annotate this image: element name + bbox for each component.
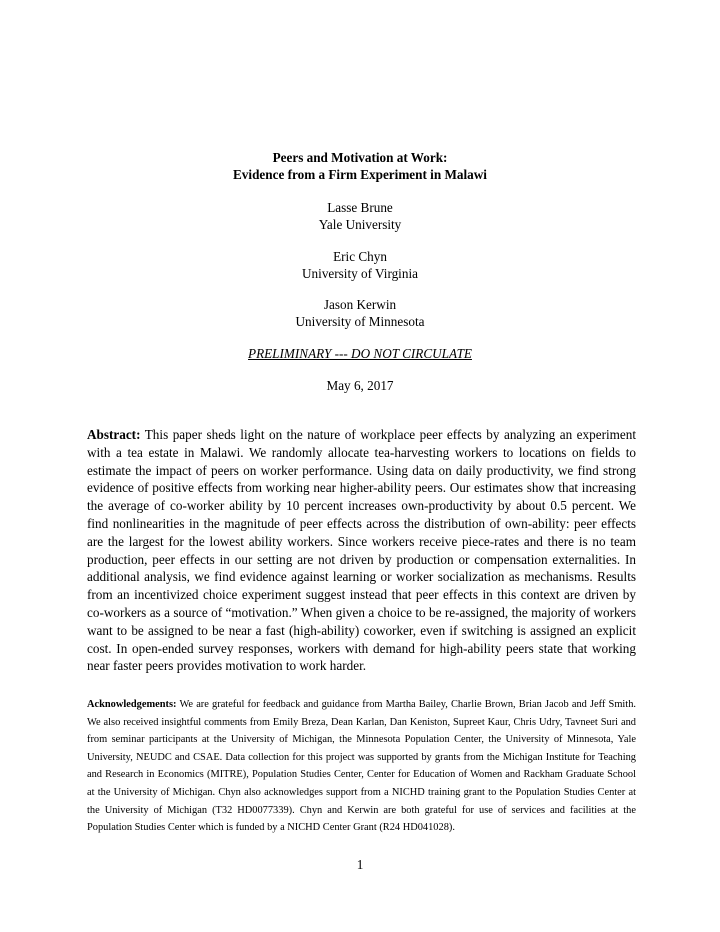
author-name: Lasse Brune	[327, 200, 393, 215]
acknowledgements-text: We are grateful for feedback and guidance from Martha Bailey, Charlie Brown, Brian Jacob and Jeff Smith. We also received insightful comments from Emily Breza, Dean Karlan, Dan Keniston, Supreet Kaur, Chris Udry, Tavneet Suri and from seminar participants at the University of Michigan, the Minnesota Population Center, the University of Minnesota, Yale University, NEUDC and CSAE. Data collection for this project was supported by grants from the Michigan Institute for Teaching and Research in Economics (MITRE), Population Studies Center, Center for Education of Women and Rackham Graduate School at the University of Michigan. Chyn also acknowledges support from a NICHD training grant to the Population Studies Center at the University of Michigan (T32 HD0077339). Chyn and Kerwin are both grateful for use of services and facilities at the Population Studies Center which is funded by a NICHD Center Grant (R24 HD041028).	[87, 699, 636, 834]
title-line-2: Evidence from a Firm Experiment in Malawi	[233, 167, 487, 182]
author-name: Jason Kerwin	[323, 297, 397, 312]
abstract-text: This paper sheds light on the nature of workplace peer effects by analyzing an experiment with a tea estate in Malawi. We randomly allocate tea-harvesting workers to locations on fields to estimate the impact of peers on worker performance. Using data on daily productivity, we find strong evidence of positive effects from working near higher-ability peers. Our estimates show that increasing the average of co-worker ability by 10 percent increases own-productivity by about 0.5 percent. We find nonlinearities in the magnitude of peer effects across the distribution of own-ability: peer effects are the largest for the lowest ability workers. Since workers receive piece-rates and there is no team production, peer effects in our setting are not driven by production or compensation externalities. In additional analysis, we find evidence against learning or worker socialization as mechanisms. Results from an incentivized choice experiment suggest instead that peer effects in this context are driven by co-workers as a source of “motivation.” When given a choice to be re-assigned, the majority of workers want to be assigned to be near a fast (high-ability) coworker, even if switching is assigned an explicit cost. In open-ended survey responses, workers with demand for high-ability peers state that working near faster peers provides motivation to work harder.	[87, 427, 636, 674]
paper-title	[0, 149, 720, 183]
abstract-label: Abstract:	[87, 427, 141, 442]
page-number: 1	[356, 857, 364, 872]
acknowledgements	[87, 696, 636, 837]
title-line-1: Peers and Motivation at Work:	[272, 150, 448, 165]
author-affiliation: University of Virginia	[302, 266, 418, 281]
paper-date: May 6, 2017	[326, 378, 394, 393]
author-affiliation: University of Minnesota	[295, 314, 425, 329]
abstract	[87, 426, 636, 675]
author-2	[0, 248, 720, 282]
acknowledgements-label: Acknowledgements:	[87, 699, 177, 710]
circulation-notice: PRELIMINARY --- DO NOT CIRCULATE	[248, 346, 472, 361]
author-name: Eric Chyn	[333, 249, 387, 264]
author-1	[0, 199, 720, 233]
author-3	[0, 296, 720, 330]
author-affiliation: Yale University	[318, 217, 402, 232]
